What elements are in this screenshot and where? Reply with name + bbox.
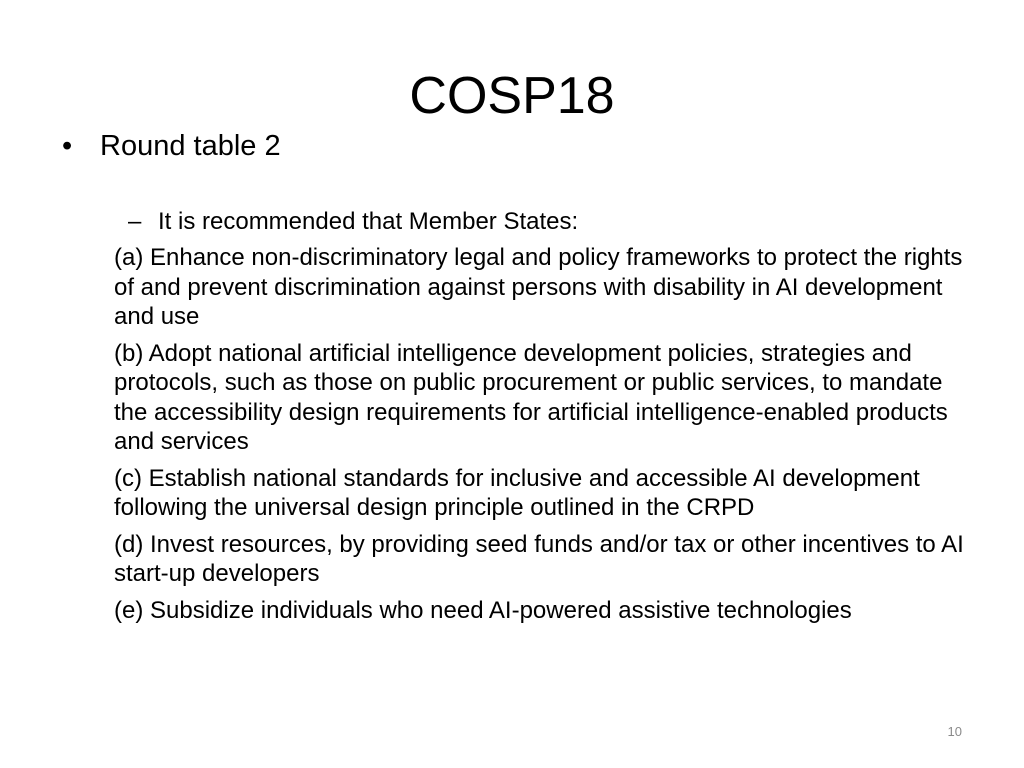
recommendation-item-d: (d) Invest resources, by providing seed funds and/or tax or other incentives to AI start-up developers	[114, 530, 964, 587]
page-number: 10	[947, 724, 962, 739]
sub-bullet-text: It is recommended that Member States:	[158, 208, 579, 235]
slide-title: COSP18	[409, 67, 615, 125]
dash-icon: –	[128, 208, 142, 235]
recommendation-item-a: (a) Enhance non-discriminatory legal and policy frameworks to protect the rights of and prevent discrimination against persons with disability in AI development and use	[114, 244, 963, 330]
recommendation-item-b: (b) Adopt national artificial intelligence development policies, strategies and protocols, such as those on public procurement or public services, to mandate the accessibility design requirements for artificial intelligence-enabled products and services	[114, 339, 948, 455]
bullet-text: Round table 2	[100, 130, 281, 162]
recommendation-item-c: (c) Establish national standards for inclusive and accessible AI development following the universal design principle outlined in the CRPD	[114, 464, 920, 521]
bullet-dot-icon: •	[62, 130, 73, 162]
recommendation-item-e: (e) Subsidize individuals who need AI-powered assistive technologies	[114, 596, 852, 624]
recommendations-block	[114, 205, 974, 632]
sub-bullet	[128, 205, 974, 238]
bullet-round-table	[62, 126, 281, 166]
